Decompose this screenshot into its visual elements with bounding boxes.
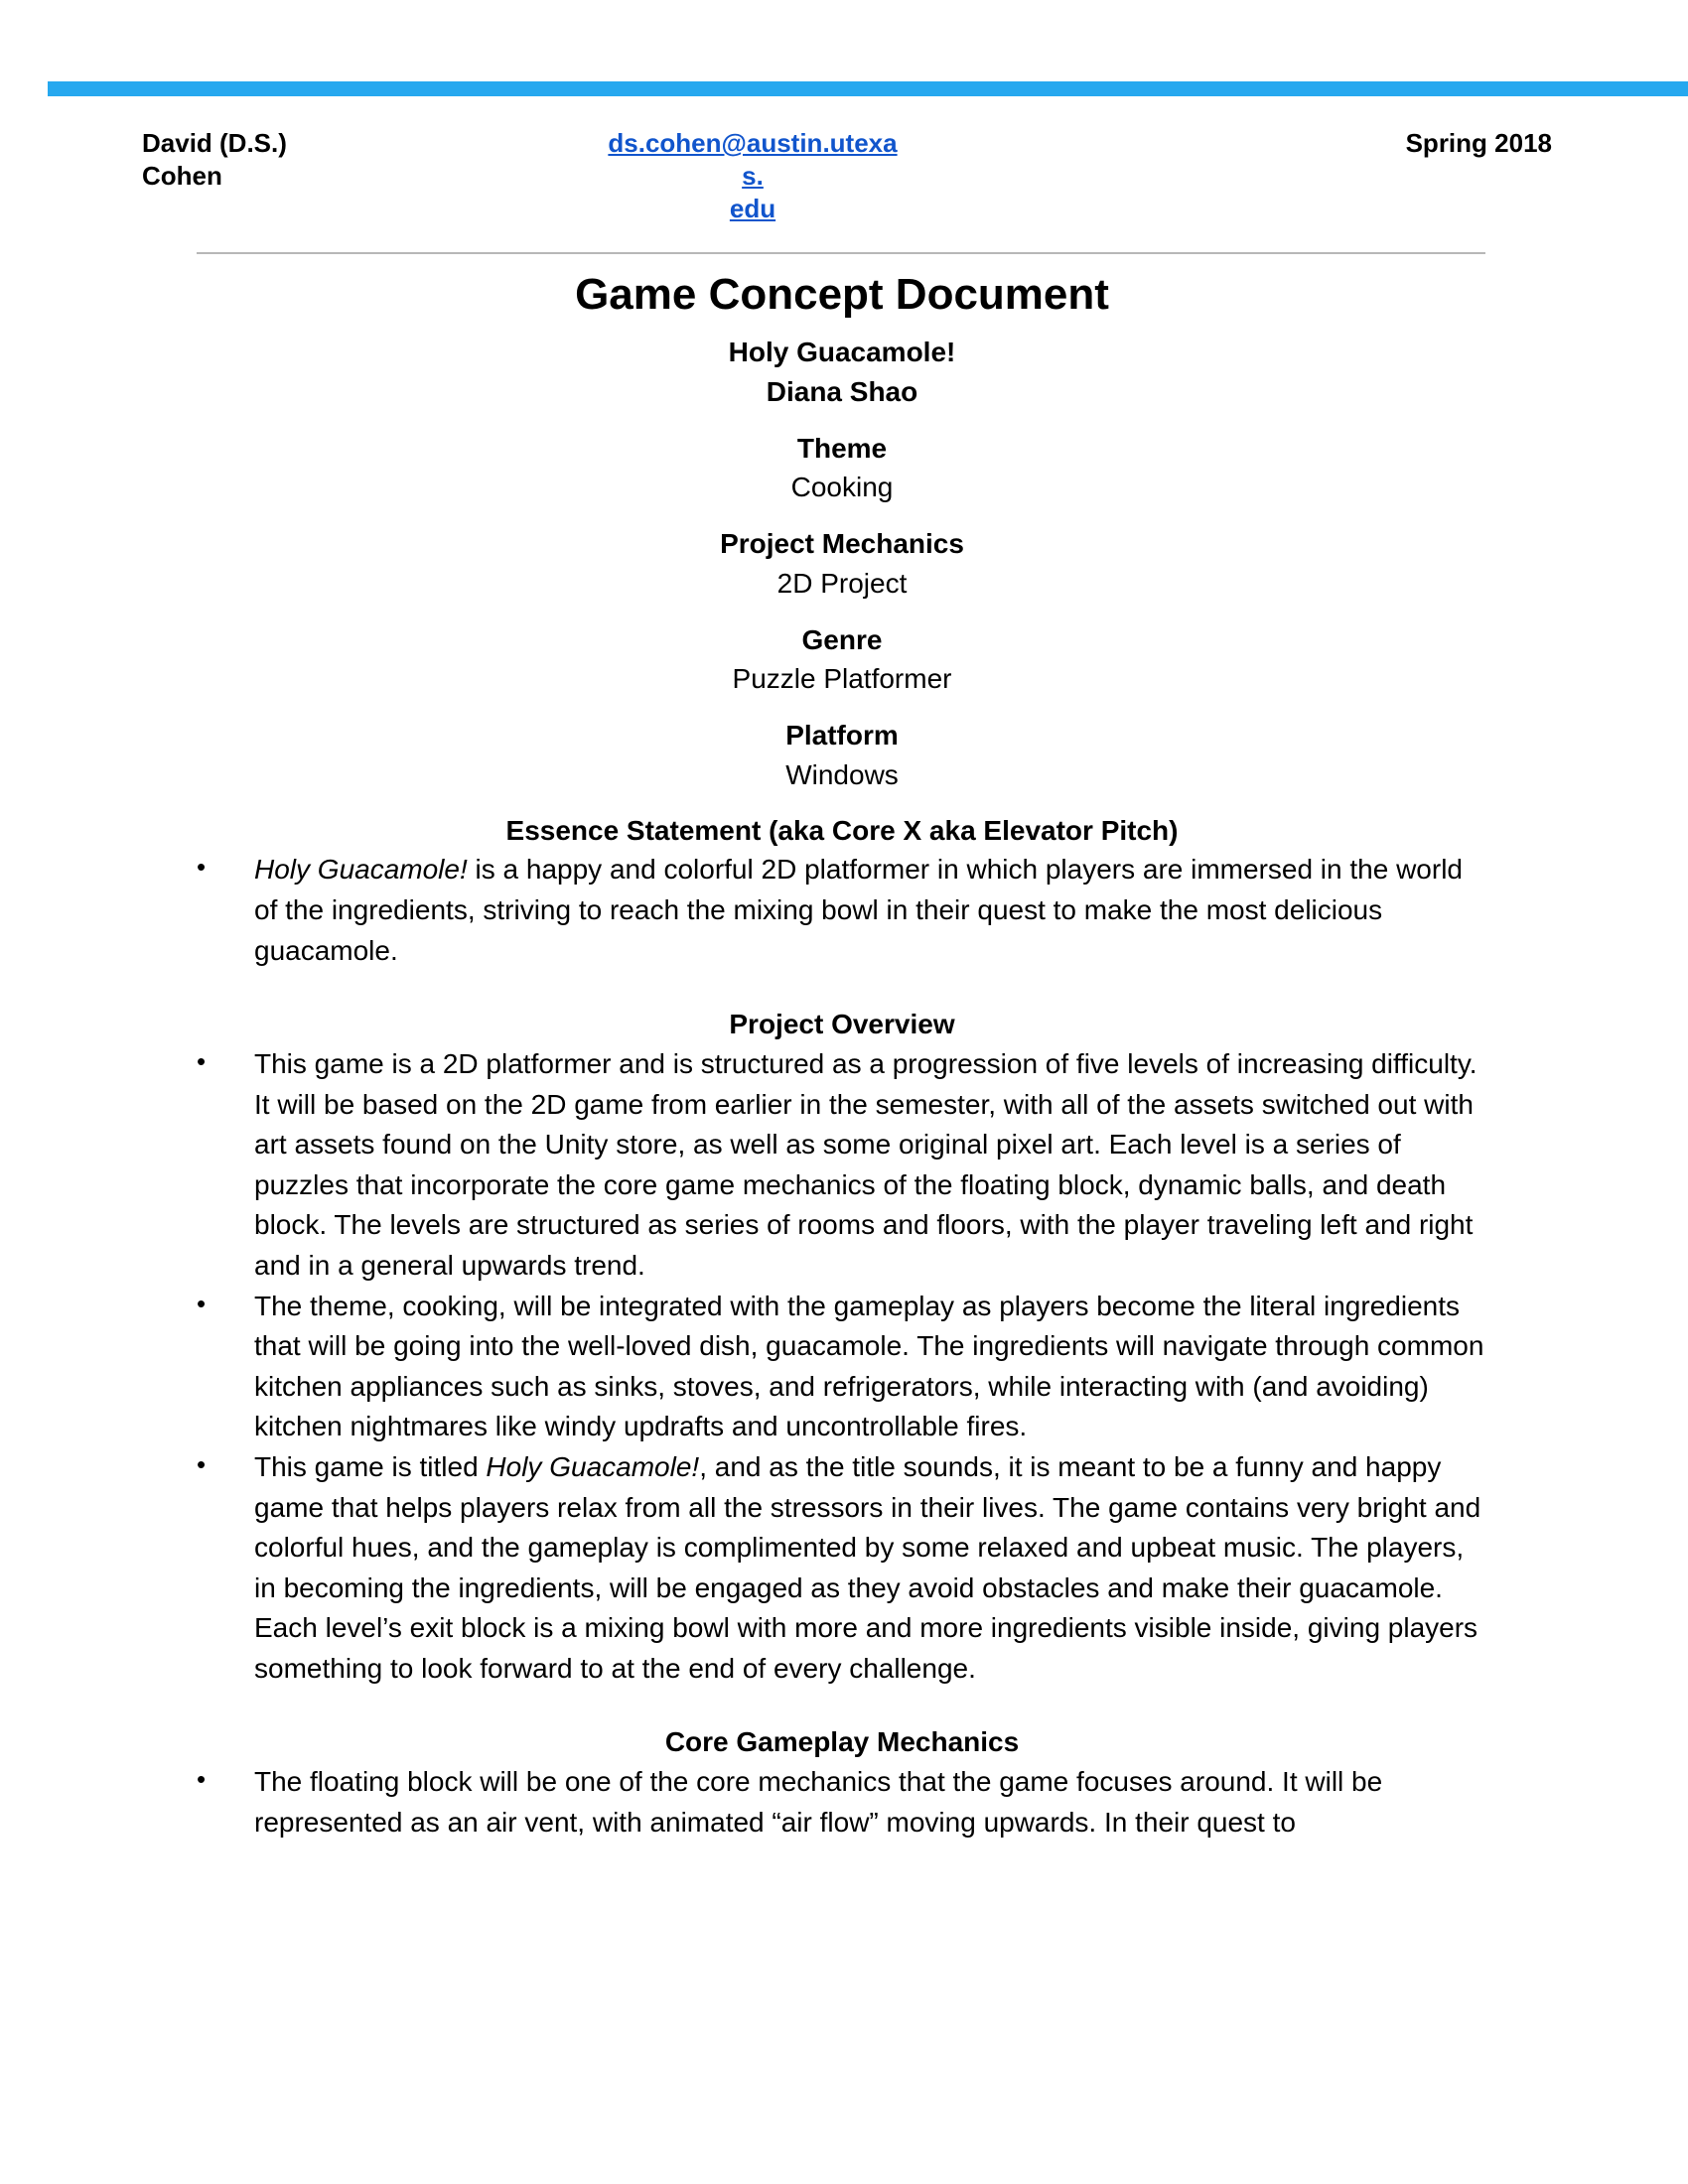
- field-gap: [197, 604, 1487, 620]
- section-gap: [197, 1689, 1487, 1722]
- meta-field-value: 2D Project: [776, 567, 908, 599]
- metadata-fields: [197, 412, 1487, 795]
- game-author: Diana Shao: [766, 375, 918, 407]
- email-link-line1: ds.cohen@austin.utexas.: [608, 128, 898, 191]
- header-author-line2: Cohen: [142, 160, 222, 191]
- meta-field-label: Project Mechanics: [720, 528, 964, 560]
- section-gap: [197, 795, 1487, 811]
- meta-field-label: Genre: [801, 623, 883, 655]
- section-heading: Essence Statement (aka Core X aka Elevator Pitch): [505, 814, 1179, 846]
- section-gap: [197, 971, 1487, 1005]
- header-author: [142, 127, 450, 193]
- meta-field-value: Cooking: [790, 472, 894, 503]
- header-email[interactable]: [450, 127, 1363, 224]
- document-sections: [197, 795, 1487, 1843]
- game-title: Holy Guacamole!: [728, 337, 956, 368]
- section-heading: Core Gameplay Mechanics: [664, 1726, 1020, 1758]
- email-link-line2: edu: [729, 193, 776, 223]
- email-link[interactable]: [599, 127, 907, 224]
- meta-field-value: Windows: [785, 758, 899, 790]
- section-bullet-list: [197, 850, 1487, 971]
- list-item: • This game is a 2D platformer and is structured as a progression of five levels of increasing difficulty. It will be based on the 2D game from earlier in the semester, with all of the assets switched out with art assets found on the Unity store, as well as some original pixel art. Each level is a series of puzzles that incorporate the core game mechanics of the floating block, dynamic balls, and death block. The levels are structured as series of rooms and floors, with the player traveling left and right and in a general upwards trend.: [197, 1044, 1487, 1287]
- page-title: Game Concept Document: [575, 270, 1109, 319]
- header-term: Spring 2018: [1405, 128, 1552, 158]
- meta-field-label: Theme: [796, 432, 888, 464]
- list-item: • The theme, cooking, will be integrated with the gameplay as players become the literal ingredients that will be going into the well-loved dish, guacamole. The ingredients will navigate through common kitchen appliances such as sinks, stoves, and refrigerators, while interacting with (and avoiding) kitchen nightmares like windy updrafts and uncontrollable fires.: [197, 1287, 1487, 1447]
- field-gap: [197, 507, 1487, 524]
- header-author-line1: David (D.S.): [142, 128, 287, 158]
- list-item: • The floating block will be one of the core mechanics that the game focuses around. It will be represented as an air vent, with animated “air flow” moving upwards. In their quest to: [197, 1762, 1487, 1843]
- list-item: • This game is titled Holy Guacamole!, and as the title sounds, it is meant to be a funny and happy game that helps players relax from all the stressors in their lives. The game contains very bright and colorful hues, and the gameplay is complimented by some relaxed and upbeat music. The players, in becoming the ingredients, will be engaged as they avoid obstacles and make their guacamole. Each level’s exit block is a mixing bowl with more and more ingredients visible inside, giving players something to look forward to at the end of every challenge.: [197, 1447, 1487, 1690]
- field-gap: [197, 412, 1487, 429]
- section-bullet-list: [197, 1044, 1487, 1690]
- list-item: • Holy Guacamole! is a happy and colorful 2D platformer in which players are immersed in the world of the ingredients, striving to reach the mixing bowl in their quest to make the most delicious guacamole.: [197, 850, 1487, 971]
- header-accent-bar: [48, 81, 1688, 96]
- document-header: [142, 127, 1552, 224]
- field-gap: [197, 699, 1487, 716]
- section-heading: Project Overview: [729, 1009, 955, 1040]
- section-bullet-list: [197, 1762, 1487, 1843]
- meta-field-value: Puzzle Platformer: [732, 663, 952, 695]
- header-divider: [197, 252, 1485, 254]
- meta-field-label: Platform: [785, 720, 899, 751]
- document-body: [197, 266, 1487, 1843]
